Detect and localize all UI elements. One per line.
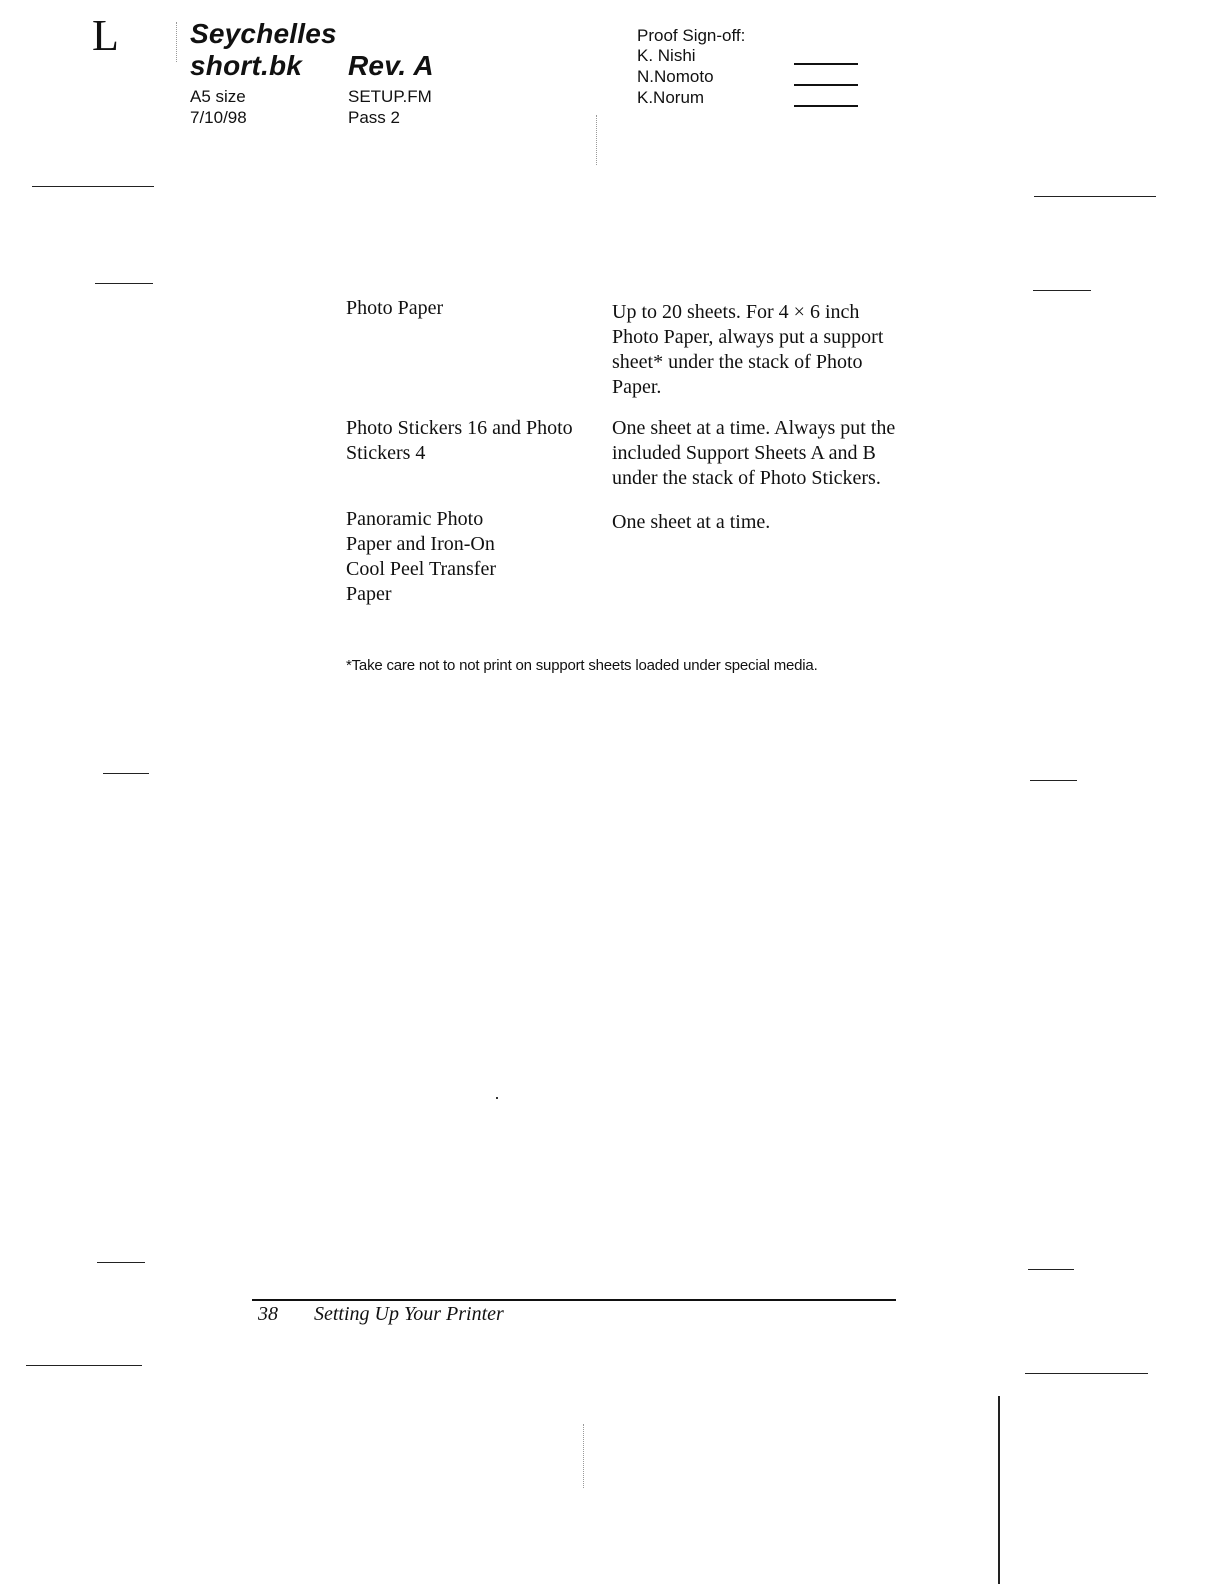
table-row [346,416,906,491]
crop-mark-right-5 [1025,1373,1148,1374]
book-file: short.bk [190,50,303,81]
media-type-cell: Photo Stickers 16 and Photo Stickers 4 [346,417,573,464]
page-number: 38 [258,1303,278,1325]
section-title: Setting Up Your Printer [314,1303,504,1325]
capacity-cell: One sheet at a time. [612,511,771,533]
header-dotted-rule [176,22,177,62]
crop-mark-left-1 [32,186,154,187]
corner-letter: L [92,11,119,60]
table-row [346,507,906,607]
capacity-cell: Up to 20 sheets. For 4 × 6 inch Photo Paper, always put a support sheet* under the stack of Photo Paper. [612,301,884,398]
proof-name-1: K. Nishi [637,46,696,65]
book-title: Seychelles [190,18,337,49]
proof-name-2: N.Nomoto [637,67,714,86]
fm-file: SETUP.FM [348,87,432,106]
crop-mark-right-2 [1033,290,1091,291]
crop-mark-left-4 [97,1262,145,1263]
document-date: 7/10/98 [190,108,247,127]
page-size: A5 size [190,87,246,106]
crop-mark-right-4 [1028,1269,1074,1270]
media-type-cell: Panoramic Photo Paper and Iron-On Cool Peel Transfer Paper [346,508,496,605]
pass-label: Pass 2 [348,108,400,127]
table-row [346,296,906,400]
crop-mark-right-3 [1030,780,1077,781]
footer-rule [252,1299,896,1301]
proof-signoff-label: Proof Sign-off: [637,26,746,45]
header-center-dotted-rule [596,115,597,165]
crop-mark-left-2 [95,283,153,284]
media-capacity-table [346,296,906,623]
bottom-dotted-rule [583,1424,584,1488]
proof-name-3: K.Norum [637,88,705,107]
crop-mark-left-3 [103,773,149,774]
signature-line-3 [794,105,858,107]
media-type-cell: Photo Paper [346,297,444,319]
crop-mark-left-5 [26,1365,142,1366]
revision: Rev. A [348,50,434,81]
signature-line-2 [794,84,858,86]
right-vertical-rule [998,1396,1000,1584]
signature-line-1 [794,63,858,65]
capacity-cell: One sheet at a time. Always put the included Support Sheets A and B under the stack of Photo Stickers. [612,417,896,489]
scan-speck [496,1097,498,1099]
footnote: *Take care not to not print on support sheets loaded under special media. [346,657,818,674]
crop-mark-right-1 [1034,196,1156,197]
